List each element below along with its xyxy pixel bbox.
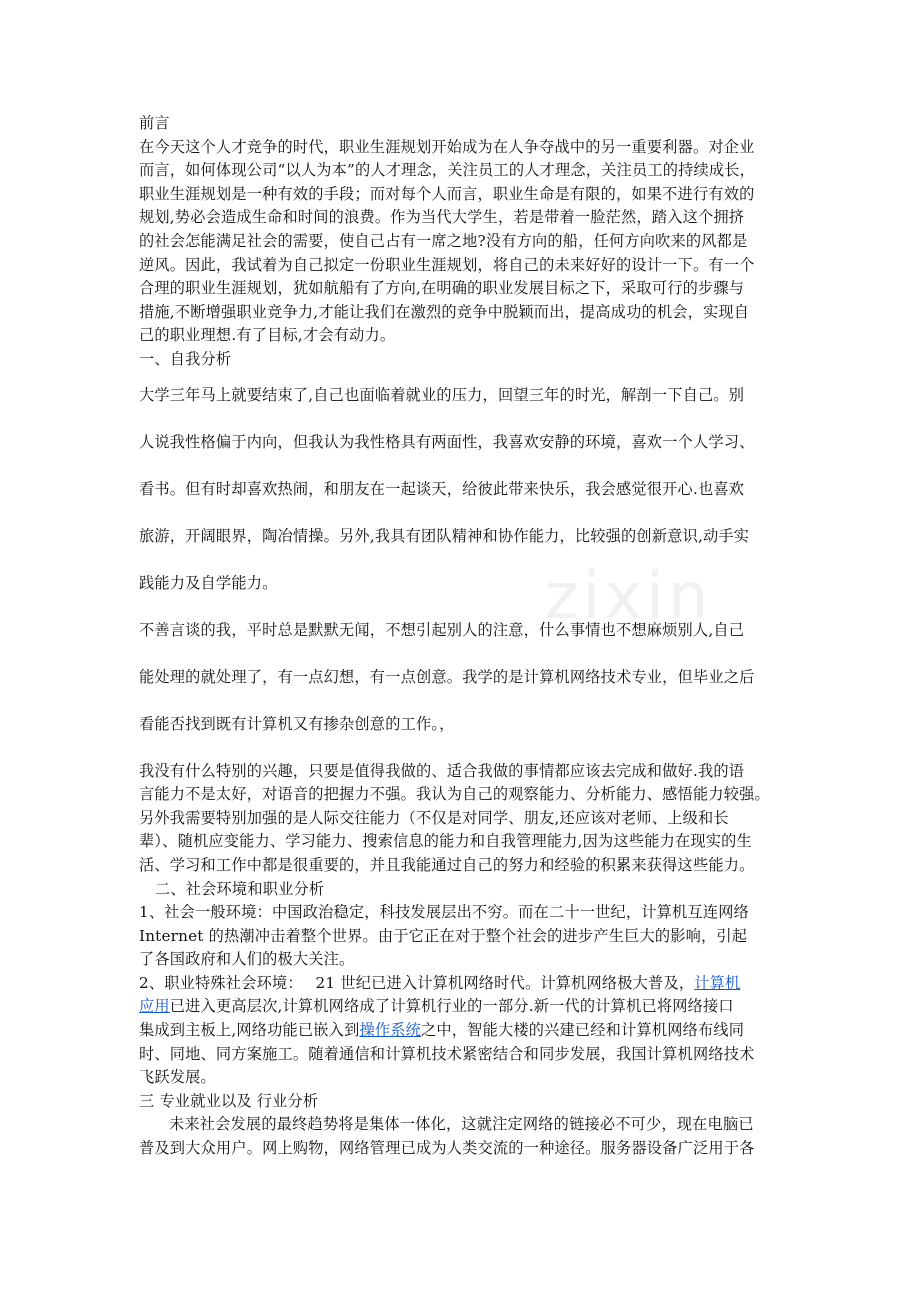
self-analysis-line: 辈）、随机应变能力、学习能力、搜索信息的能力和自我管理能力,因为这些能力在现实的生 bbox=[139, 832, 752, 851]
self-analysis-line: 大学三年马上就要结束了,自己也面临着就业的压力，回望三年的时光，解剖一下自己。别 bbox=[139, 385, 745, 404]
self-analysis-line: 不善言谈的我，平时总是默默无闻，不想引起别人的注意，什么事情也不想麻烦别人,自己 bbox=[139, 620, 745, 639]
career-env-line bbox=[139, 1019, 783, 1043]
preface-line: 职业生涯规划是一种有效的手段；而对每个人而言，职业生命是有限的，如果不进行有效的 bbox=[139, 184, 755, 203]
career-env-line bbox=[139, 995, 783, 1019]
preface-line: 己的职业理想.有了目标,才会有动力。 bbox=[139, 326, 396, 345]
self-analysis-line: 言能力不是太好，对语音的把握力不强。我认为自己的观察能力、分析能力、感悟能力较强。 bbox=[139, 785, 770, 804]
preface-line: 合理的职业生涯规划，犹如航船有了方向,在明确的职业发展目标之下，采取可行的步骤与 bbox=[139, 279, 745, 298]
self-analysis-line: 能处理的就处理了，有一点幻想，有一点创意。我学的是计算机网络技术专业，但毕业之后 bbox=[139, 667, 755, 686]
career-env-line: 时、同地、同方案施工。随着通信和计算机技术紧密结合和同步发展，我国计算机网络技术 bbox=[139, 1044, 755, 1063]
self-analysis-line: 人说我性格偏于内向，但我认为我性格具有两面性，我喜欢安静的环境，喜欢一个人学习、 bbox=[139, 432, 755, 451]
preface-line: 的社会怎能满足社会的需要，使自己占有一席之地?没有方向的船，任何方向吹来的风都是 bbox=[139, 231, 748, 250]
self-analysis-line: 另外我需要特别加强的是人际交往能力（不仅是对同学、朋友,还应该对老师、上级和长 bbox=[139, 808, 729, 827]
preface-line: 而言，如何体现公司“以人为本”的人才理念，关注员工的人才理念，关注员工的持续成长， bbox=[139, 161, 756, 180]
industry-analysis-line: 普及到大众用户。网上购物，网络管理已成为人类交流的一种途径。服务器设备广泛用于各 bbox=[139, 1139, 755, 1158]
computer-application-link[interactable]: 计算机 bbox=[694, 973, 741, 992]
self-analysis-line: 践能力及自学能力。 bbox=[139, 573, 278, 592]
social-env-line: Internet 的热潮冲击着整个世界。由于它正在对于整个社会的进步产生巨大的影响，引起 bbox=[139, 926, 748, 945]
section1-heading: 一、自我分析 bbox=[139, 349, 232, 368]
preface-line: 规划,势必会造成生命和时间的浪费。作为当代大学生，若是带着一脸茫然，踏入这个拥挤 bbox=[139, 208, 745, 227]
self-analysis-line: 活、学习和工作中都是很重要的，并且我能通过自己的努力和经验的积累来获得这些能力。 bbox=[139, 855, 755, 874]
career-env-line: 飞跃发展。 bbox=[139, 1068, 216, 1087]
career-env-line bbox=[139, 972, 783, 996]
career-env-text: 2、职业特殊社会环境： 21 世纪已进入计算机网络时代。计算机网络极大普及， bbox=[139, 973, 695, 992]
watermark: zixin bbox=[545, 560, 713, 634]
self-analysis-line: 看能否找到既有计算机又有掺杂创意的工作。， bbox=[139, 714, 455, 733]
social-env-line: 了各国政府和人们的极大关注。 bbox=[139, 950, 355, 969]
operating-system-link[interactable]: 操作系统 bbox=[359, 1021, 422, 1040]
computer-application-link[interactable]: 应用 bbox=[139, 997, 170, 1016]
preface-line: 措施,不断增强职业竞争力,才能让我们在激烈的竞争中脱颖而出，提高成功的机会，实现自 bbox=[139, 302, 750, 321]
self-analysis-line: 我没有什么特别的兴趣，只要是值得我做的、适合我做的事情都应该去完成和做好.我的语 bbox=[139, 761, 745, 780]
preface-heading: 前言 bbox=[139, 114, 170, 132]
document-page bbox=[139, 112, 783, 1161]
section3-heading: 三 专业就业以及 行业分析 bbox=[139, 1091, 319, 1110]
section2-heading: 二、社会环境和职业分析 bbox=[155, 879, 325, 898]
self-analysis-line: 旅游，开阔眼界，陶冶情操。另外,我具有团队精神和协作能力，比较强的创新意识,动手实 bbox=[139, 526, 750, 545]
industry-analysis-line: 未来社会发展的最终趋势将是集体一体化，这就注定网络的链接必不可少，现在电脑已 bbox=[169, 1115, 754, 1134]
self-analysis-line: 看书。但有时却喜欢热闹，和朋友在一起谈天，给彼此带来快乐，我会感觉很开心.也喜欢 bbox=[139, 479, 745, 498]
career-env-text: 之中，智能大楼的兴建已经和计算机网络布线同 bbox=[421, 1021, 745, 1040]
career-env-text: 已进入更高层次,计算机网络成了计算机行业的一部分.新一代的计算机已将网络接口 bbox=[169, 997, 734, 1016]
preface-line: 在今天这个人才竞争的时代，职业生涯规划开始成为在人争夺战中的另一重要利器。对企业 bbox=[139, 137, 755, 156]
social-env-line: 1、社会一般环境：中国政治稳定，科技发展层出不穷。而在二十一世纪，计算机互连网络 bbox=[139, 903, 749, 922]
preface-line: 逆风。因此，我试着为自己拟定一份职业生涯规划，将自己的未来好好的设计一下。有一个 bbox=[139, 255, 755, 274]
career-env-text: 集成到主板上,网络功能已嵌入到 bbox=[139, 1021, 360, 1040]
